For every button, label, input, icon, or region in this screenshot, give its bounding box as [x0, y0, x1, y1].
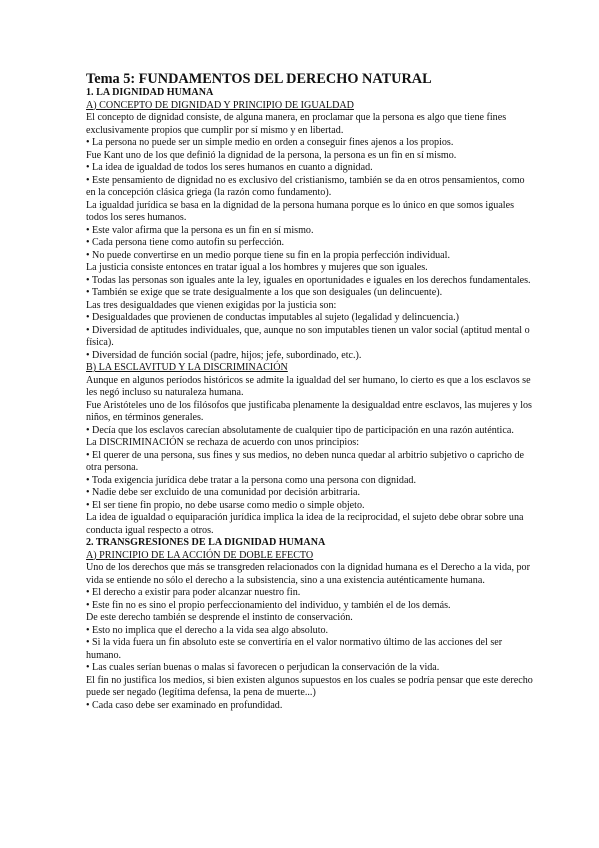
paragraph: Fue Kant uno de los que definió la dignidad de la persona, la persona es un fin en sí mismo. — [86, 149, 457, 161]
subsection-heading: A) CONCEPTO DE DIGNIDAD Y PRINCIPIO DE IGUALDAD — [86, 99, 354, 111]
bullet-item: • Este valor afirma que la persona es un fin en sí mismo. — [86, 224, 314, 236]
paragraph: De este derecho también se desprende el instinto de conservación. — [86, 612, 353, 623]
section-heading: 1. LA DIGNIDAD HUMANA — [86, 87, 214, 98]
paragraph: Fue Aristóteles uno de los filósofos que justificaba plenamente la desigualdad entre esclavos, las mujeres y los niños, en términos generales. — [86, 399, 532, 423]
bullet-item: • Las cuales serían buenas o malas si favorecen o perjudican la conservación de la vida. — [86, 662, 440, 673]
bullet-item: • El ser tiene fin propio, no debe usarse como medio o simple objeto. — [86, 499, 365, 511]
bullet-item: • Esto no implica que el derecho a la vida sea algo absoluto. — [86, 624, 329, 636]
bullet-item: • Este pensamiento de dignidad no es exclusivo del cristianismo, también se da en otros pensamientos, como en la concepción clásica griega (la razón como fundamento). — [86, 174, 525, 198]
bullet-item: • Nadie debe ser excluido de una comunidad por decisión arbitraria. — [86, 487, 360, 498]
paragraph: El concepto de dignidad consiste, de alguna manera, en proclamar que la persona es algo que tiene fines exclusivamente propios que cumplir por sí mismo y en libertad. — [86, 112, 507, 136]
bullet-item: • Desigualdades que provienen de conductas imputables al sujeto (legalidad y delincuencia.) — [86, 312, 459, 323]
bullet-item: • Cada caso debe ser examinado en profundidad. — [86, 699, 283, 711]
bullet-item: • Decía que los esclavos carecían absolutamente de cualquier tipo de participación en una razón auténtica. — [86, 424, 514, 436]
paragraph: El fin no justifica los medios, si bien existen algunos supuestos en los cuales se podría pensar que este derecho puede ser negado (legítima defensa, la pena de muerte...) — [86, 674, 533, 698]
bullet-item: • Todas las personas son iguales ante la ley, iguales en oportunidades e iguales en los derechos fundamentales. — [86, 274, 531, 286]
bullet-item: • Toda exigencia jurídica debe tratar a la persona como una persona con dignidad. — [86, 474, 416, 486]
document-title: Tema 5: FUNDAMENTOS DEL DERECHO NATURAL — [86, 71, 432, 87]
paragraph: La DISCRIMINACIÓN se rechaza de acuerdo con unos principios: — [86, 437, 360, 448]
bullet-item: • Diversidad de aptitudes individuales, que, aunque no son imputables tienen un valor social (aptitud mental o física). — [86, 324, 530, 348]
paragraph: Uno de los derechos que más se transgreden relacionados con la dignidad humana es el Derecho a la vida, por vida se entiende no sólo el derecho a la subsistencia, sino a una existencia auténticamente humana. — [86, 562, 530, 586]
bullet-item: • La persona no puede ser un simple medio en orden a conseguir fines ajenos a los propios. — [86, 137, 454, 148]
subsection-heading: A) PRINCIPIO DE LA ACCIÓN DE DOBLE EFECTO — [86, 549, 314, 561]
bullet-item: • La idea de igualdad de todos los seres humanos en cuanto a dignidad. — [86, 162, 373, 173]
paragraph: La justicia consiste entonces en tratar igual a los hombres y mujeres que son iguales. — [86, 262, 428, 273]
paragraph: Las tres desigualdades que vienen exigidas por la justicia son: — [86, 299, 337, 311]
bullet-item: • El derecho a existir para poder alcanzar nuestro fin. — [86, 587, 301, 598]
bullet-item: • Este fin no es sino el propio perfeccionamiento del individuo, y también el de los demás. — [86, 599, 451, 611]
paragraph: La igualdad jurídica se basa en la dignidad de la persona humana porque es lo único en que somos iguales todos los seres humanos. — [86, 199, 515, 223]
bullet-item: • Cada persona tiene como autofin su perfección. — [86, 237, 285, 248]
paragraph: La idea de igualdad o equiparación jurídica implica la idea de la reciprocidad, el sujeto debe obrar sobre una conducta igual respecto a otros. — [86, 512, 524, 536]
document-page — [86, 72, 536, 712]
subsection-heading: B) LA ESCLAVITUD Y LA DISCRIMINACIÓN — [86, 362, 288, 373]
bullet-item: • El querer de una persona, sus fines y sus medios, no deben nunca quedar al arbitrio subjetivo o capricho de otra persona. — [86, 449, 524, 473]
bullet-item: • Si la vida fuera un fin absoluto este se convertiría en el valor normativo último de las acciones del ser humano. — [86, 637, 503, 661]
paragraph: Aunque en algunos períodos históricos se admite la igualdad del ser humano, lo cierto es que a los esclavos se les negó incluso su naturaleza humana. — [86, 374, 531, 398]
document-body — [86, 87, 536, 712]
bullet-item: • También se exige que se trate desigualmente a los que son desiguales (un delincuente). — [86, 287, 443, 298]
section-heading: 2. TRANSGRESIONES DE LA DIGNIDAD HUMANA — [86, 537, 326, 548]
bullet-item: • No puede convertirse en un medio porque tiene su fin en la propia perfección individual. — [86, 249, 450, 261]
bullet-item: • Diversidad de función social (padre, hijos; jefe, subordinado, etc.). — [86, 349, 362, 361]
